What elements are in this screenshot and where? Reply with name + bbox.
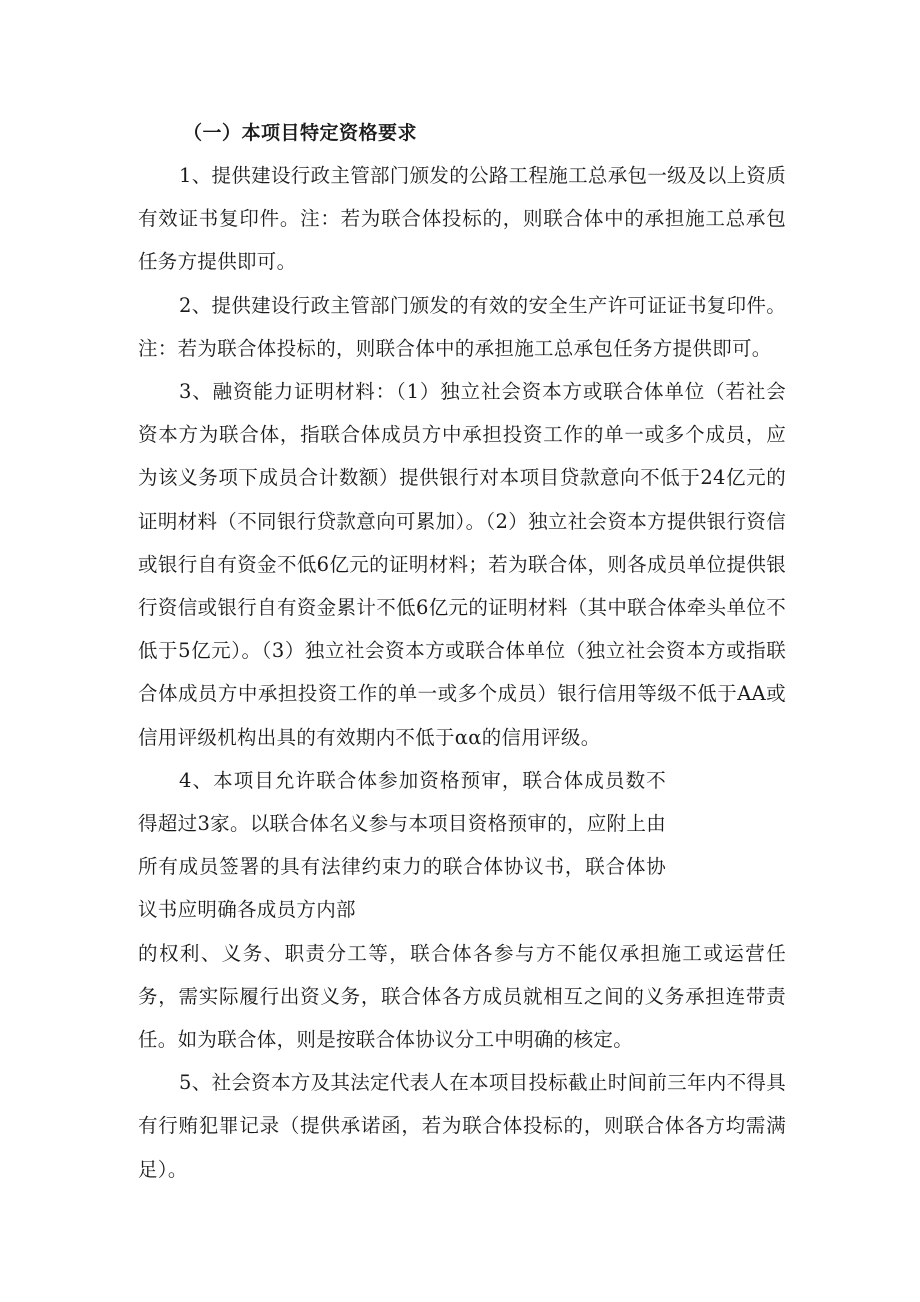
- document-page: [138, 112, 786, 1191]
- section-heading: （一）本项目特定资格要求: [183, 122, 418, 144]
- requirement-item-4: 4、本项目允许联合体参加资格预审，联合体成员数不得超过3家。以联合体名义参与本项目资格预审的，应附上由所有成员签署的具有法律约束力的联合体协议书，联合体协议书应明确各成员方内部: [138, 768, 666, 922]
- requirement-item-2: 2、提供建设行政主管部门颁发的有效的安全生产许可证证书复印件。注：若为联合体投标的，则联合体中的承担施工总承包任务方提供即可。: [138, 293, 786, 360]
- requirement-item-4-continued: 的权利、义务、职责分工等，联合体各参与方不能仅承担施工或运营任务，需实际履行出资义务，联合体各方成员就相互之间的义务承担连带责任。如为联合体，则是按联合体协议分工中明确的核定。: [138, 941, 786, 1052]
- requirement-item-3: 3、融资能力证明材料：（1）独立社会资本方或联合体单位（若社会资本方为联合体，指联合体成员方中承担投资工作的单一或多个成员，应为该义务项下成员合计数额）提供银行对本项目贷款意向不低于24亿元的证明材料（不同银行贷款意向可累加）。（2）独立社会资本方提供银行资信或银行自有资金不低6亿元的证明材料；若为联合体，则各成员单位提供银行资信或银行自有资金累计不低6亿元的证明材料（其中联合体牵头单位不低于5亿元）。（3）独立社会资本方或联合体单位（独立社会资本方或指联合体成员方中承担投资工作的单一或多个成员）银行信用等级不低于AA或信用评级机构出具的有效期内不低于αα的信用评级。: [138, 380, 786, 749]
- requirement-item-5: 5、社会资本方及其法定代表人在本项目投标截止时间前三年内不得具有行贿犯罪记录（提供承诺函，若为联合体投标的，则联合体各方均需满足）。: [138, 1071, 786, 1181]
- requirement-item-1: 1、提供建设行政主管部门颁发的公路工程施工总承包一级及以上资质有效证书复印件。注：若为联合体投标的，则联合体中的承担施工总承包任务方提供即可。: [138, 164, 786, 274]
